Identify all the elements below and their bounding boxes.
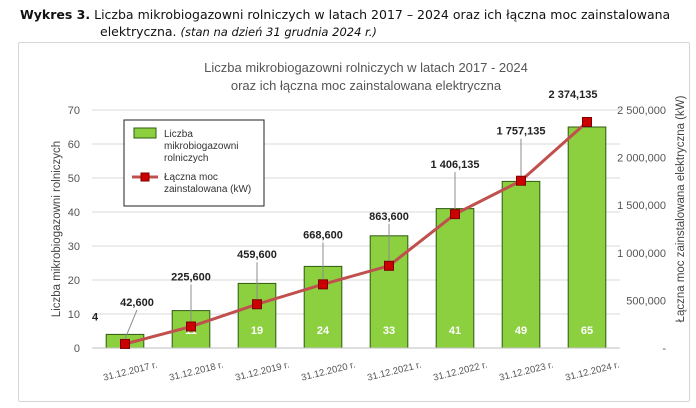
y-tick-label: 30 [67, 241, 80, 253]
x-tick-label: 31.12.2018 r. [168, 359, 225, 384]
caption-text-line1: Liczba mikrobiogazowni rolniczych w latach 2017 – 2024 oraz ich łączna moc zainstalowana [94, 7, 671, 22]
bar-value-label: 4 [91, 311, 99, 324]
power-marker [517, 176, 526, 185]
legend-bar-swatch [134, 128, 156, 138]
line-value-label: 459,600 [237, 249, 277, 262]
y-tick-label: 20 [67, 275, 80, 287]
chart-title-line1: Liczba mikrobiogazowni rolniczych w latach 2017 - 2024 [204, 60, 528, 75]
x-tick-label: 31.12.2022 r. [432, 359, 489, 384]
bar [568, 127, 606, 348]
bar-value-label: 49 [514, 325, 528, 337]
power-marker [385, 261, 394, 270]
line-value-label: 668,600 [303, 229, 343, 242]
x-tick-label: 31.12.2024 r. [564, 359, 621, 384]
x-tick-label: 31.12.2017 r. [102, 359, 159, 384]
line-value-label: 2 374,135 [548, 88, 598, 101]
x-tick-label: 31.12.2021 r. [366, 359, 423, 384]
bar-value-label: 19 [250, 325, 264, 337]
y2-tick-label: 2 500,000 [617, 105, 666, 117]
caption-text-line2: elektryczna. [100, 24, 177, 39]
y2-tick-label: 2 000,000 [617, 152, 666, 165]
bar [502, 181, 540, 348]
power-marker [187, 322, 196, 331]
line-value-label: 1 406,135 [430, 159, 480, 172]
line-value-label: 1 757,135 [496, 125, 546, 138]
legend-bar-label: rolniczych [164, 153, 209, 164]
power-marker [319, 280, 328, 289]
bar-value-label: 33 [382, 325, 396, 337]
y-tick-label: 50 [67, 173, 80, 185]
y-tick-label: 10 [67, 309, 80, 321]
power-marker [451, 210, 460, 219]
line-value-label: 42,600 [120, 296, 154, 309]
power-marker [253, 300, 262, 309]
line-value-label: 863,600 [369, 210, 409, 223]
y2-tick-label: 1 000,000 [617, 247, 666, 260]
power-marker [121, 339, 130, 348]
y2-tick-label: 500,000 [626, 295, 666, 308]
bar-value-label: 24 [316, 325, 330, 337]
power-marker [583, 117, 592, 126]
legend-line-label: zainstalowana (kW) [164, 184, 252, 195]
caption-note: (stan na dzień 31 grudnia 2024 r.) [180, 25, 377, 39]
bar-value-label: 65 [580, 325, 594, 337]
legend-line-label: Łączna moc [164, 172, 218, 183]
y2-axis-label: Łączna moc zainstalowana elektryczna (kW) [675, 95, 687, 323]
x-tick-label: 31.12.2023 r. [498, 359, 555, 384]
legend-line-marker [141, 173, 149, 181]
y-tick-label: 40 [67, 207, 80, 219]
legend-bar-label: Liczba [164, 129, 193, 140]
x-tick-label: 31.12.2019 r. [234, 359, 291, 384]
legend-bar-label: mikrobiogazowni [164, 141, 239, 152]
y-tick-label: 0 [73, 343, 80, 355]
y2-tick-label: - [662, 343, 666, 355]
chart-title-line2: oraz ich łączna moc zainstalowana elektryczna [230, 78, 502, 93]
y2-tick-label: 1 500,000 [617, 200, 666, 213]
line-value-label: 225,600 [171, 271, 211, 284]
y-axis-label: Liczba mikrobiogazowni rolniczych [51, 140, 63, 318]
x-tick-label: 31.12.2020 r. [300, 359, 357, 384]
y-tick-label: 70 [67, 105, 80, 117]
caption-label: Wykres 3. [20, 7, 91, 22]
bar-value-label: 41 [448, 325, 462, 337]
y-tick-label: 60 [67, 139, 80, 151]
